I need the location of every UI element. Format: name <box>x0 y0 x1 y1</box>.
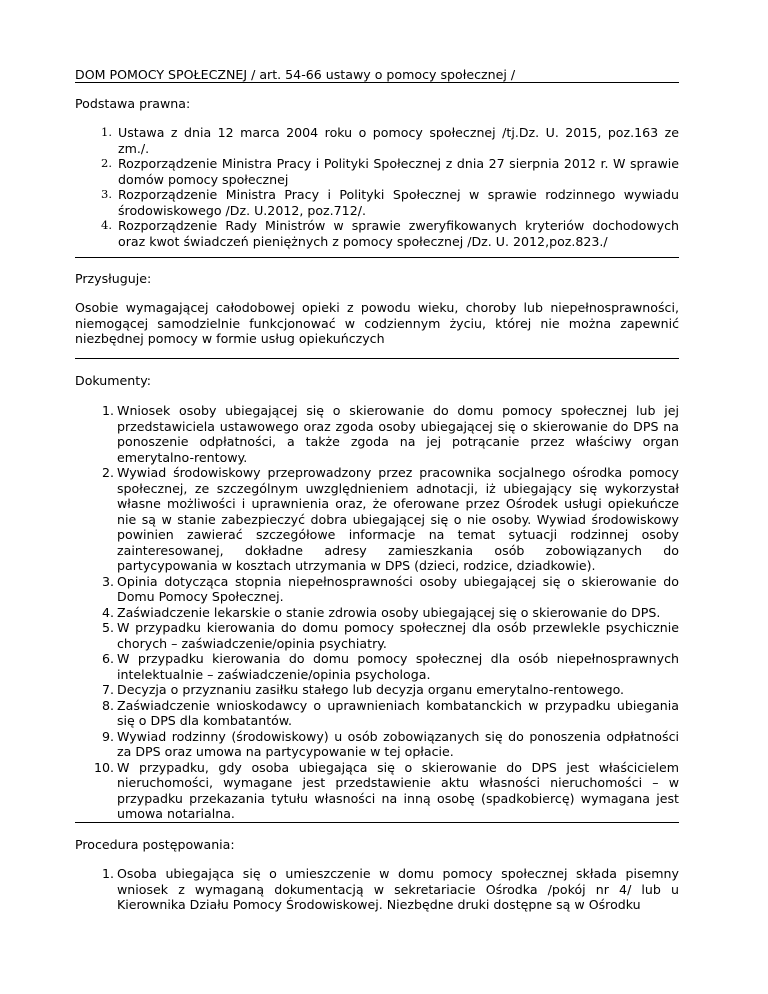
list-item: 4. Zaświadczenie lekarskie o stanie zdrowia osoby ubiegającej się o skierowanie do DPS. <box>101 604 661 620</box>
list-item: 2. Rozporządzenie Ministra Pracy i Polityki Społecznej z dnia 27 sierpnia 2012 r. W sprawie domów pomocy społecznej <box>101 156 679 187</box>
legal-basis-heading: Podstawa prawna: <box>75 96 191 111</box>
procedure-heading: Procedura postępowania: <box>75 837 235 852</box>
page-title: DOM POMOCY SPOŁECZNEJ / art. 54-66 ustawy o pomocy społecznej / <box>75 67 516 82</box>
divider <box>75 257 679 258</box>
list-item: 5. W przypadku kierowania do domu pomocy społecznej dla osób przewlekle psychicznie chorych – zaświadczenie/opinia psychiatry. <box>101 620 679 651</box>
divider <box>75 822 679 823</box>
list-item: 2. Wywiad środowiskowy przeprowadzony przez pracownika socjalnego ośrodka pomocy społecznej, ze szczególnym uwzględnieniem adnotacji, iż ubiegający się wykorzystał własne możliwości i uprawnienia oraz, że oferowane przez Ośrodek usługi opiekuńcze nie są w stanie zabezpieczyć dobra ubiegającej się o nie osoby. Wywiad środowiskowy powinien zawierać szczegółowe informacje na temat sytuacji rodzinnej osoby zainteresowanej, dokładne adresy zamieszkania osób zobowiązanych do partycypowania w kosztach utrzymania w DPS (dzieci, rodzice, dziadkowie). <box>101 465 679 573</box>
legal-basis-list <box>75 125 679 249</box>
procedure-list <box>75 866 679 913</box>
divider <box>75 358 679 359</box>
eligibility-heading: Przysługuje: <box>75 271 152 286</box>
list-item: 3. Opinia dotycząca stopnia niepełnosprawności osoby ubiegającej się o skierowanie do Domu Pomocy Społecznej. <box>101 573 679 604</box>
list-item: 8. Zaświadczenie wnioskodawcy o uprawnieniach kombatanckich w przypadku ubiegania się o DPS dla kombatantów. <box>101 697 679 728</box>
list-item: 1. Wniosek osoby ubiegającej się o skierowanie do domu pomocy społecznej lub jej przedstawiciela ustawowego oraz zgoda osoby ubiegającej się o skierowanie do DPS na ponoszenie odpłatności, a także zgoda na jej potrącanie przez właściwy organ emerytalno-rentowy. <box>101 403 679 465</box>
list-item: 7. Decyzja o przyznaniu zasiłku stałego lub decyzja organu emerytalno-rentowego. <box>101 682 625 697</box>
list-item: 1. Ustawa z dnia 12 marca 2004 roku o pomocy społecznej /tj.Dz. U. 2015, poz.163 ze zm./. <box>101 125 679 156</box>
list-item: 9. Wywiad rodzinny (środowiskowy) u osób zobowiązanych się do ponoszenia odpłatności za DPS oraz umowa na partycypowanie w tej opłacie. <box>101 728 679 759</box>
list-item: 4. Rozporządzenie Rady Ministrów w sprawie zweryfikowanych kryteriów dochodowych oraz kwot świadczeń pieniężnych z pomocy społecznej /Dz. U. 2012,poz.823./ <box>101 218 679 249</box>
documents-list <box>75 403 679 822</box>
list-item: 1. Osoba ubiegająca się o umieszczenie w domu pomocy społecznej składa pisemny wniosek z wymaganą dokumentacją w sekretariacie Ośrodka /pokój nr 4/ lub u Kierownika Działu Pomocy Środowiskowej. Niezbędne druki dostępne są w Ośrodku <box>101 866 679 912</box>
documents-heading: Dokumenty: <box>75 373 152 388</box>
list-item: 10. W przypadku, gdy osoba ubiegająca się o skierowanie do DPS jest właścicielem nieruchomości, wymagane jest przedstawienie aktu własności nieruchomości – w przypadku przekazania tytułu własności na inną osobę (spadkobiercę) wymagana jest umowa notarialna. <box>93 759 679 821</box>
eligibility-text: Osobie wymagającej całodobowej opieki z powodu wieku, choroby lub niepełnosprawności, niemogącej samodzielnie funkcjonować w codziennym życiu, której nie można zapewnić niezbędnej pomocy w formie usług opiekuńczych <box>75 300 679 346</box>
list-item: 3. Rozporządzenie Ministra Pracy i Polityki Społecznej w sprawie rodzinnego wywiadu środowiskowego /Dz. U.2012, poz.712/. <box>101 187 679 218</box>
list-item: 6. W przypadku kierowania do domu pomocy społecznej dla osób niepełnosprawnych intelektualnie – zaświadczenie/opinia psychologa. <box>101 651 679 682</box>
divider <box>75 82 679 83</box>
